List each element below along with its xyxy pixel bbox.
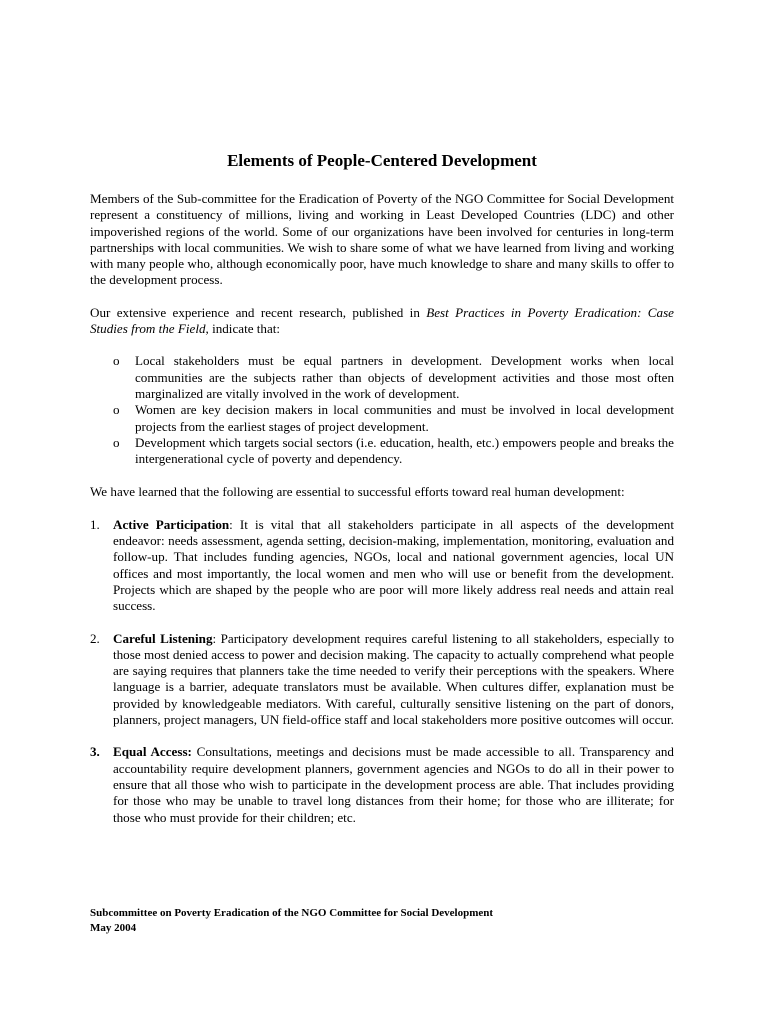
bullet-marker: o <box>113 353 120 369</box>
document-footer <box>90 906 690 936</box>
list-item <box>90 517 674 615</box>
essential-text: Consultations, meetings and decisions must be made accessible to all. Transparency and accountability require development planners, government agencies and NGOs to do all in their power to ensure that all those who wish to participate in the development process are able. That includes providing for those who may be unable to travel long distances from their home; for those who are illiterate; for those who must provide for their children; etc. <box>113 744 674 825</box>
essentials-list <box>90 517 674 826</box>
finding-text: Development which targets social sectors (i.e. education, health, etc.) empowers people and breaks the intergenerational cycle of poverty and dependency. <box>135 434 674 467</box>
footer-date: May 2004 <box>90 922 137 934</box>
research-text-after: indicate that: <box>208 321 281 337</box>
document-title: Elements of People-Centered Development <box>227 151 537 170</box>
list-item <box>90 744 674 825</box>
publication-title: Best Practices in Poverty Eradication: Case Studies from the Field, <box>90 304 674 337</box>
essential-term: Active Participation <box>113 516 230 532</box>
essentials-intro: We have learned that the following are essential to successful efforts toward real human development: <box>90 484 625 500</box>
list-item <box>90 402 674 435</box>
essential-term: Careful Listening <box>113 630 213 646</box>
list-item <box>90 435 674 468</box>
essential-text: : Participatory development requires careful listening to all stakeholders, especially to those most denied access to power and decision making. The capacity to actually comprehend what people are saying requires that planners take the time needed to verify their perceptions with the speakers. Where language is a barrier, adequate translators must be available. When cultures differ, explanation must be provided by knowledgeable mediators. With careful, culturally sensitive listening on the part of donors, planners, project managers, UN field-office staff and local stakeholders more positive outcomes will occur. <box>113 630 674 728</box>
bullet-marker: o <box>113 402 120 418</box>
essential-text: : It is vital that all stakeholders participate in all aspects of the development endeavor: needs assessment, agenda setting, decision-making, implementation, monitoring, evaluation and follow-up. That includes funding agencies, NGOs, local and national government agencies, local UN offices and most importantly, the local women and men who will use or benefit from the development. Projects which are shaped by the people who are poor will more likely address real needs and attain real success. <box>113 516 674 614</box>
finding-text: Women are key decision makers in local communities and must be involved in local development projects from the earliest stages of project development. <box>135 402 674 434</box>
essential-term: Equal Access: <box>113 744 192 760</box>
findings-list <box>90 353 674 467</box>
intro-paragraph: Members of the Sub-committee for the Eradication of Poverty of the NGO Committee for Social Development represent a constituency of millions, living and working in Least Developed Countries (LDC) and other impoverished regions of the world. Some of our organizations have been involved for centuries in long-term partnerships with local communities. We wish to share some of what we have learned from living and working with many people who, although economically poor, have much knowledge to share and many skills to offer to the development process. <box>90 191 674 288</box>
finding-text: Local stakeholders must be equal partners in development. Development works when local communities are the subjects rather than objects of development activities and those most often marginalized are vitally involved in the work of development. <box>135 353 674 401</box>
footer-organization: Subcommittee on Poverty Eradication of the NGO Committee for Social Development <box>90 907 494 919</box>
item-number: 3. <box>90 744 100 760</box>
list-item <box>90 631 674 729</box>
bullet-marker: o <box>113 434 120 450</box>
research-text-before: Our extensive experience and recent research, published in <box>90 304 427 320</box>
list-item <box>90 353 674 402</box>
item-number: 2. <box>90 630 100 646</box>
document-body <box>90 150 674 842</box>
item-number: 1. <box>90 516 100 532</box>
research-paragraph <box>90 305 674 338</box>
